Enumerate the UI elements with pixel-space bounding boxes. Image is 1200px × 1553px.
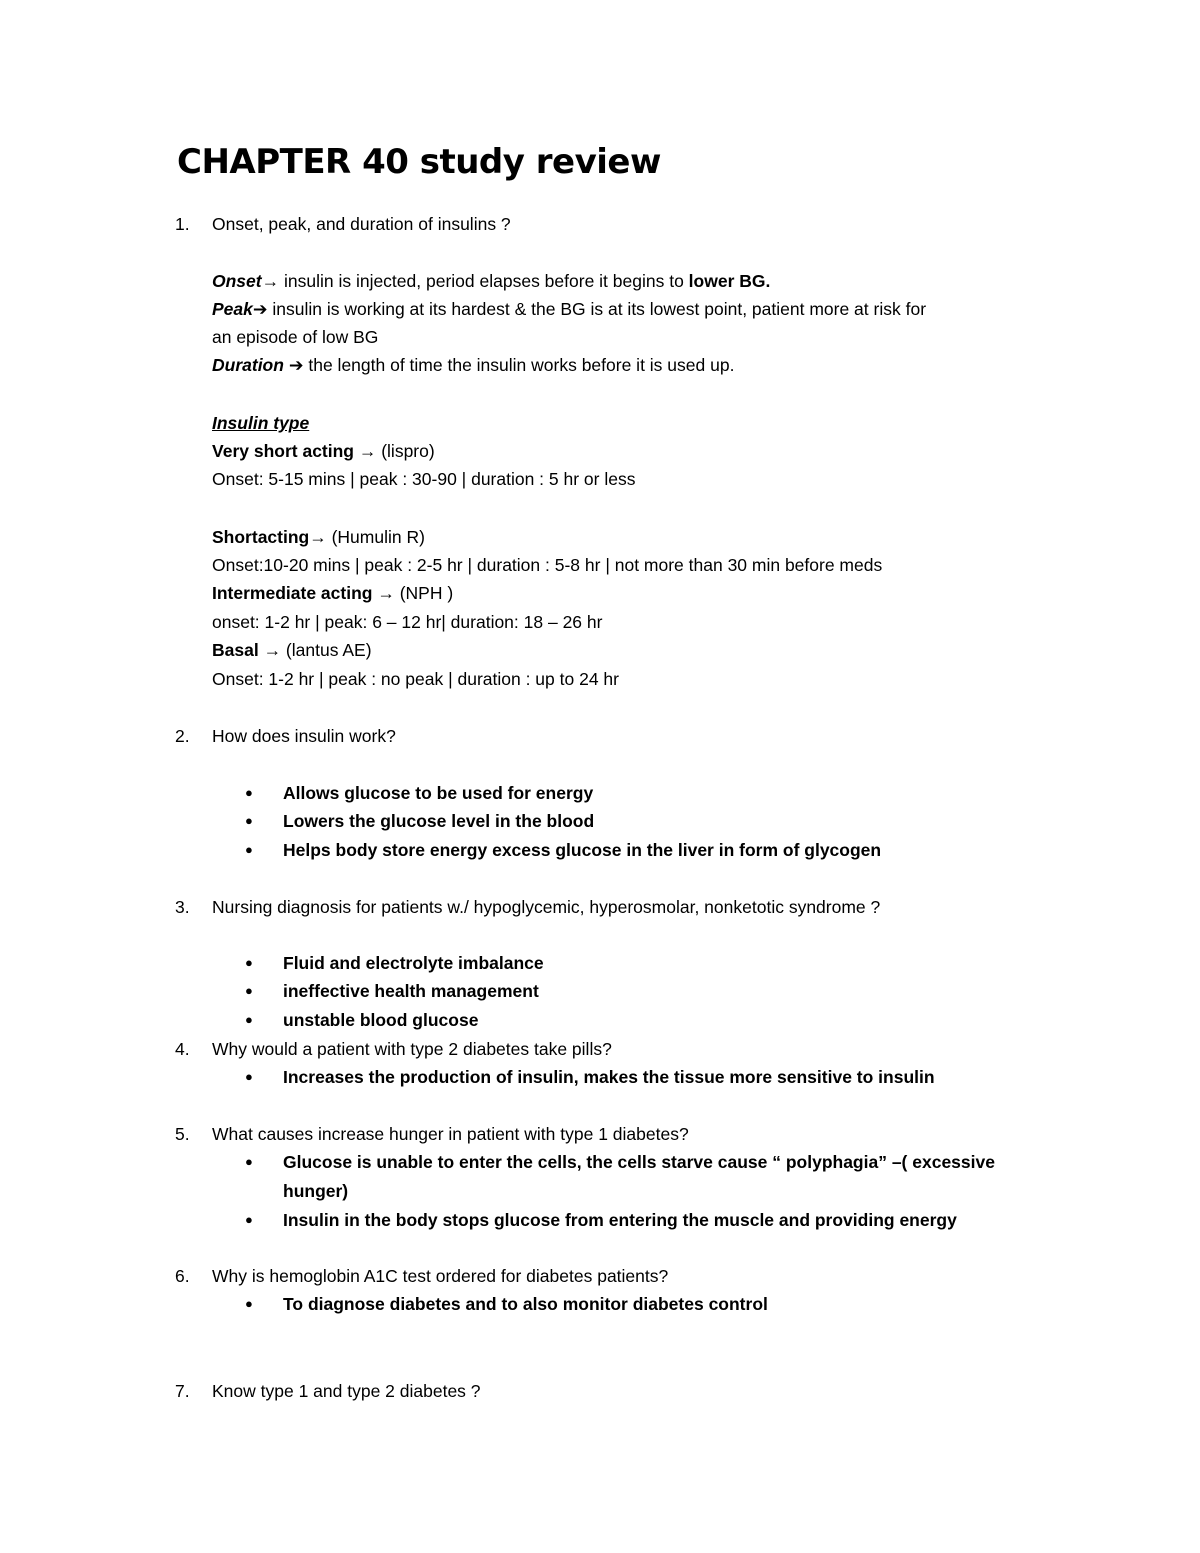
arrow-icon: → (377, 583, 395, 603)
onset-term: Onset (212, 271, 262, 291)
intermediate-acting (212, 582, 453, 604)
short-acting (212, 526, 425, 548)
insulin-type-label: Insulin type (212, 413, 310, 433)
bullet-icon: ● (245, 1154, 253, 1169)
q5-answer: Glucose is unable to enter the cells, the cells starve cause “ polyphagia” –( excessive (283, 1152, 995, 1172)
duration-term: Duration (212, 355, 284, 375)
q4-question: Why would a patient with type 2 diabetes take pills? (212, 1039, 612, 1059)
onset-text: insulin is injected, period elapses before it begins to (279, 271, 689, 291)
duration-definition (212, 354, 734, 376)
page-title: CHAPTER 40 study review (177, 142, 661, 182)
arrow-icon: → (309, 527, 327, 547)
bullet-icon: ● (245, 1296, 253, 1311)
q3-answer: unstable blood glucose (283, 1010, 479, 1030)
bullet-icon: ● (245, 842, 253, 857)
q3-answer: ineffective health management (283, 981, 539, 1001)
basal (212, 639, 372, 661)
q2-answer: Lowers the glucose level in the blood (283, 811, 595, 831)
q4-answer: Increases the production of insulin, makes the tissue more sensitive to insulin (283, 1067, 935, 1087)
q5-question: What causes increase hunger in patient with type 1 diabetes? (212, 1124, 689, 1144)
q5-number: 5. (175, 1124, 190, 1144)
arrow-icon: ➔ (252, 299, 268, 319)
peak-term: Peak (212, 299, 253, 319)
bullet-icon: ● (245, 1069, 253, 1084)
very-short-acting (212, 440, 435, 462)
bullet-icon: ● (245, 983, 253, 998)
arrow-icon: ➔ (288, 355, 304, 375)
q7-question: Know type 1 and type 2 diabetes ? (212, 1381, 481, 1401)
q7-number: 7. (175, 1381, 190, 1401)
q3-number: 3. (175, 897, 190, 917)
q5-answer-cont: hunger) (283, 1181, 349, 1201)
arrow-icon: → (358, 441, 377, 461)
onset-text-bold: lower BG. (688, 271, 771, 291)
basal-drug: (lantus AE) (281, 640, 372, 660)
q2-answer: Allows glucose to be used for energy (283, 783, 594, 803)
q2-question: How does insulin work? (212, 726, 396, 746)
bullet-icon: ● (245, 1012, 253, 1027)
q3-question: Nursing diagnosis for patients w./ hypoglycemic, hyperosmolar, nonketotic syndrome ? (212, 897, 881, 917)
duration-text: the length of time the insulin works before it is used up. (303, 355, 735, 375)
arrow-icon: → (261, 271, 280, 291)
intermediate-label: Intermediate acting (212, 583, 378, 603)
bullet-icon: ● (245, 955, 253, 970)
very-short-drug: (lispro) (376, 441, 435, 461)
onset-definition (212, 270, 770, 292)
q1-number: 1. (175, 214, 190, 234)
q4-number: 4. (175, 1039, 190, 1059)
peak-text: insulin is working at its hardest & the BG is at its lowest point, patient more at risk for (267, 299, 927, 319)
very-short-times: Onset: 5-15 mins | peak : 30-90 | duration : 5 hr or less (212, 469, 636, 489)
q5-answer: Insulin in the body stops glucose from entering the muscle and providing energy (283, 1210, 957, 1230)
short-times: Onset:10-20 mins | peak : 2-5 hr | duration : 5-8 hr | not more than 30 min before meds (212, 555, 883, 575)
basal-times: Onset: 1-2 hr | peak : no peak | duration : up to 24 hr (212, 669, 619, 689)
bullet-icon: ● (245, 785, 253, 800)
short-drug: (Humulin R) (326, 527, 425, 547)
q1-question: Onset, peak, and duration of insulins ? (212, 214, 511, 234)
q2-number: 2. (175, 726, 190, 746)
q6-answer: To diagnose diabetes and to also monitor diabetes control (283, 1294, 768, 1314)
arrow-icon: → (263, 640, 282, 660)
q3-answer: Fluid and electrolyte imbalance (283, 953, 544, 973)
q6-question: Why is hemoglobin A1C test ordered for diabetes patients? (212, 1266, 669, 1286)
short-label: Shortacting (212, 527, 310, 547)
peak-definition-cont: an episode of low BG (212, 327, 379, 347)
insulin-type-heading (212, 412, 309, 434)
q2-answer: Helps body store energy excess glucose in the liver in form of glycogen (283, 840, 882, 860)
basal-label: Basal (212, 640, 264, 660)
intermediate-drug: (NPH ) (394, 583, 454, 603)
bullet-icon: ● (245, 813, 253, 828)
intermediate-times: onset: 1-2 hr | peak: 6 – 12 hr| duration: 18 – 26 hr (212, 612, 603, 632)
bullet-icon: ● (245, 1212, 253, 1227)
very-short-label: Very short acting (212, 441, 359, 461)
q6-number: 6. (175, 1266, 190, 1286)
peak-definition (212, 298, 926, 320)
